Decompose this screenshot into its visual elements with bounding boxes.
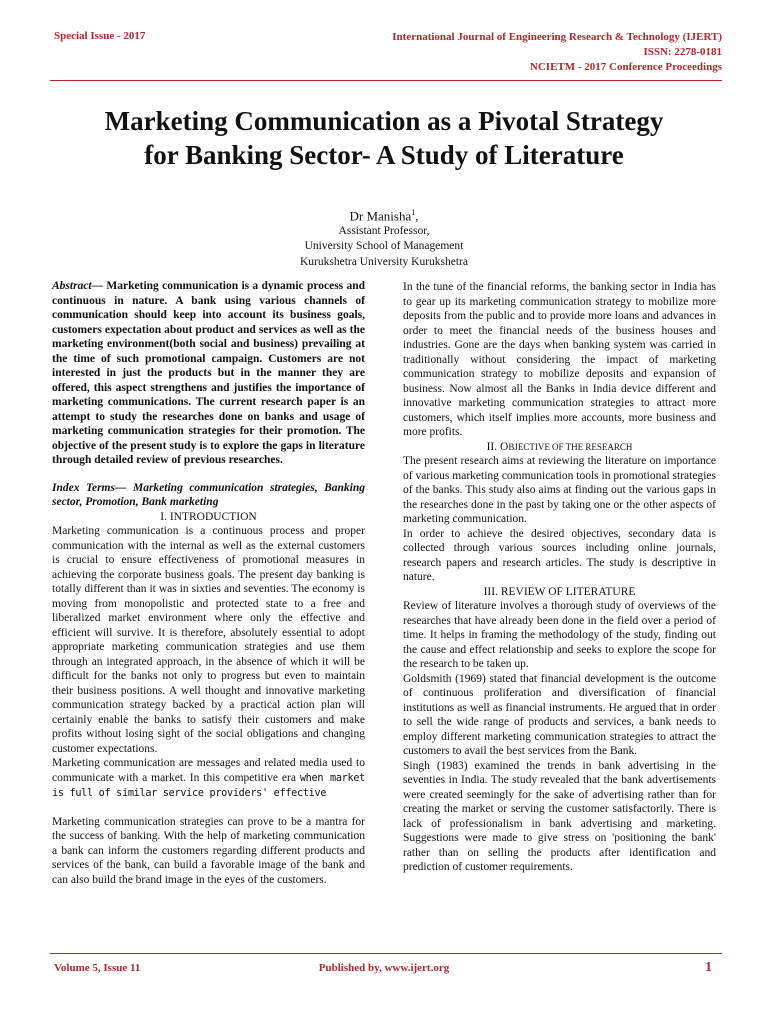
- author-school: University School of Management: [304, 240, 464, 253]
- section-heading-objective-num: II. O: [486, 440, 509, 453]
- left-column: [52, 279, 365, 887]
- review-paragraph-1: Review of literature involves a thorough study of overviews of the researches that have already been done in the field over a period of time. It helps in framing the methodology of the study, finding out the cause and effect relationship and seeks to explore the scope for the research to be taken up.: [403, 600, 716, 670]
- section-heading-objective: [403, 440, 716, 455]
- section-heading-review: III. REVIEW OF LITERATURE: [483, 585, 636, 598]
- author-name: Dr Manisha: [349, 208, 412, 224]
- index-terms: Index Terms— Marketing communication strategies, Banking sector, Promotion, Bank marketing: [52, 481, 365, 508]
- author-name-line: [0, 205, 768, 224]
- paper-title: [40, 104, 728, 172]
- section-heading-introduction: I. INTRODUCTION: [160, 510, 257, 523]
- abstract-label: Abstract: [52, 280, 92, 292]
- abstract-text: — Marketing communication is a dynamic process and continuous in nature. A bank using various channels of communication should keep into account its business goals, customers expectation about product and services as well as the marketing environment(both social and business) prevailing at the time of such promotional campaign. Customers are not interested in just the products but in the manner they are offered, this aspect strengthens and justifies the importance of marketing communications. The current research paper is an attempt to study the researches done on banks and usage of marketing communication strategies for their promotion. The objective of the present study is to explore the gaps in literature through detailed review of previous researches.: [52, 280, 365, 466]
- header-journal-info: [392, 30, 722, 75]
- header-conference: NCIETM - 2017 Conference Proceedings: [529, 61, 722, 73]
- footer-publisher: Published by, www.ijert.org: [318, 962, 450, 974]
- right-column: [403, 280, 716, 875]
- objective-paragraph-1: The present research aims at reviewing the literature on importance of various marketing communication tools in promotional strategies of the banks. This study also aims at finding out the various gaps in the researches done in the past by taking one or the other aspects of marketing communication.: [403, 455, 716, 525]
- intro-paragraph-2-mono-line: when market is full of similar service providers' effective: [52, 772, 365, 799]
- footer-volume: Volume 5, Issue 11: [54, 962, 141, 974]
- intro-paragraph-2-text: Marketing communication are messages and related media used to communicate with a market. In this competitive era: [52, 757, 365, 784]
- objective-paragraph-2: In order to achieve the desired objectives, secondary data is collected through various sources including online journals, research papers and research articles. The study is descriptive in nature.: [403, 527, 716, 583]
- footer-page-number: 1: [705, 960, 712, 975]
- header-divider: [50, 80, 722, 81]
- author-university: Kurukshetra University Kurukshetra: [300, 255, 468, 268]
- author-position: Assistant Professor,: [338, 224, 430, 237]
- author-block: [0, 205, 768, 270]
- header-special-issue: Special Issue - 2017: [54, 30, 146, 42]
- review-paragraph-singh: Singh (1983) examined the trends in bank advertising in the seventies in India. The study revealed that the bank advertisements were created seemingly for the sake of advertising rather than for creating the market or serving the customer satisfactorily. There is lack of professionalism in bank advertising and marketing. Suggestions were made to give stress on 'positioning the bank' rather than on selling the products after identification and prediction of customer requirements.: [403, 759, 716, 873]
- intro-paragraph-4: In the tune of the financial reforms, the banking sector in India has to gear up its marketing communication strategy to mobilize more deposits from the public and to provide more loans and advances in order to meet the financial needs of the business houses and industries. Gone are the days when banking system was carried in traditionally without considering the impact of marketing communication strategy to mobilize deposits and expansion of business. Now almost all the Banks in India device different and innovative marketing communication strategies to attract more customers, which itself implies more accounts, more business and more profits.: [403, 281, 716, 438]
- header-issn: ISSN: 2278-0181: [643, 46, 722, 58]
- section-heading-objective-rest: BJECTIVE OF THE RESEARCH: [508, 441, 633, 452]
- author-affiliation-mark: 1: [411, 208, 416, 217]
- author-name-comma: ,: [415, 208, 419, 224]
- paper-title-line2: for Banking Sector- A Study of Literature: [144, 140, 624, 170]
- intro-paragraph-2: [52, 756, 365, 802]
- paper-title-line1: Marketing Communication as a Pivotal Strategy: [104, 106, 664, 136]
- header-journal-name: International Journal of Engineering Research & Technology (IJERT): [392, 31, 722, 43]
- intro-paragraph-1: Marketing communication is a continuous process and proper communication with the internal as well as the external customers is crucial to ensure effectiveness of promotional measures in achieving the corporate business goals. The present day banking is totally different than it was in sixties and seventies. The economy is moving from monopolistic and protected state to a free and liberalized market environment where only the effective and efficient will survive. It is therefore, absolutely essential to adopt appropriate marketing communication strategies and use them through an integrated approach, in the absence of which it will be difficult for the banks not only to progress but even to maintain their business positions. A well thought and innovative marketing communication strategy backed by a practical action plan will certainly enable the banks to satisfy their customers and make profits without losing sight of the social obligations and changing customer expectations.: [52, 525, 365, 755]
- intro-paragraph-3: Marketing communication strategies can prove to be a mantra for the success of banking. With the help of marketing communication a bank can inform the customers regarding different products and services of the bank, can build a favorable image of the bank and can also build the brand image in the eyes of the customers.: [52, 815, 365, 886]
- abstract: [52, 279, 365, 468]
- review-paragraph-goldsmith: Goldsmith (1969) stated that financial development is the outcome of continuous proliferation and diversification of financial institutions as well as financial instruments. He argued that in order to sell the wide range of products and services, a bank needs to employ different marketing communication strategies to attract the customers to avail the best services from the Bank.: [403, 672, 716, 757]
- footer-divider: [50, 953, 722, 954]
